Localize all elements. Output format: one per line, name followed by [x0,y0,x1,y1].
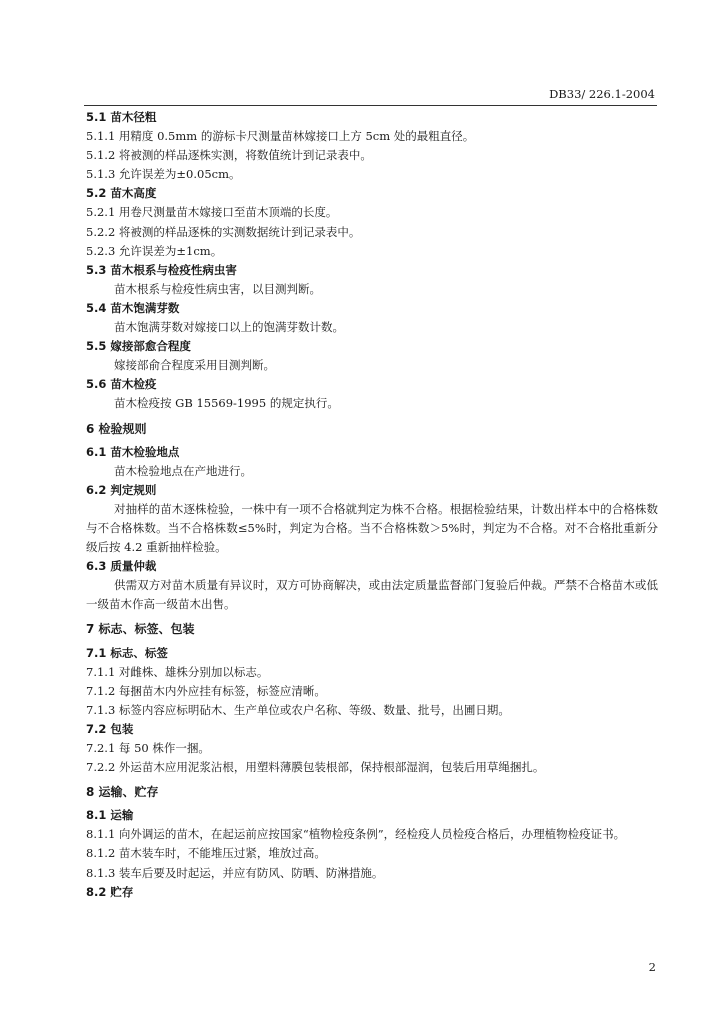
clause-8-1-1: 8.1.1 向外调运的苗木，在起运前应按国家“植物检疫条例”，经检疫人员检疫合格后，办理植物检疫证书。 [86,827,626,842]
chapter-heading-7: 7 标志、标签、包装 [86,622,195,637]
standard-code: DB33/ 226.1-2004 [549,87,655,101]
section-heading-5-2: 5.2 苗木高度 [86,186,157,201]
document-body [86,108,658,902]
clause-5-6-text: 苗木检疫按 GB 15569-1995 的规定执行。 [114,396,339,411]
section-heading-5-5: 5.5 嫁接部愈合程度 [86,339,191,354]
chapter-heading-6: 6 检验规则 [86,421,147,436]
clause-7-2-2: 7.2.2 外运苗木应用泥浆沾根，用塑料薄膜包装根部，保持根部湿润，包装后用草绳捆扎。 [86,760,545,775]
section-heading-5-1: 5.1 苗木径粗 [86,110,157,124]
section-heading-5-3: 5.3 苗木根系与检疫性病虫害 [86,262,237,277]
chapter-heading-8: 8 运输、贮存 [86,785,159,800]
clause-6-1-text: 苗木检验地点在产地进行。 [114,463,252,478]
section-heading-8-2: 8.2 贮存 [86,884,134,899]
clause-5-3-text: 苗木根系与检疫性病虫害，以目测判断。 [114,281,321,296]
page-number: 2 [648,960,656,974]
section-heading-6-2: 6.2 判定规则 [86,482,157,497]
section-heading-8-1: 8.1 运输 [86,808,134,823]
section-heading-5-4: 5.4 苗木饱满芽数 [86,300,180,315]
clause-7-1-2: 7.1.2 每捆苗木内外应挂有标签，标签应清晰。 [86,683,326,698]
section-heading-7-1: 7.1 标志、标签 [86,645,168,660]
clause-6-3-text: 供需双方对苗木质量有异议时，双方可协商解决，或由法定质量监督部门复验后仲裁。严禁不合格苗木或低一级苗木作高一级苗木出售。 [86,578,658,612]
clause-5-2-1: 5.2.1 用卷尺测量苗木嫁接口至苗木顶端的长度。 [86,205,338,220]
clause-5-1-2: 5.1.2 将被测的样品逐株实测，将数值统计到记录表中。 [86,148,372,163]
section-heading-7-2: 7.2 包装 [86,721,134,736]
clause-7-2-1: 7.2.1 每 50 株作一捆。 [86,741,210,755]
clause-6-2-text: 对抽样的苗木逐株检验，一株中有一项不合格就判定为株不合格。根据检验结果，计数出样本中的合格株数与不合格株数。当不合格株数≤5%时，判定为合格。当不合格株数＞5%时，判定为不合格。对不合格批重新分级后按 4.2 重新抽样检验。 [86,501,658,555]
section-heading-5-6: 5.6 苗木检疫 [86,377,157,392]
section-heading-6-1: 6.1 苗木检验地点 [86,444,180,459]
clause-8-1-3: 8.1.3 装车后要及时起运，并应有防风、防晒、防淋措施。 [86,865,384,880]
section-heading-6-3: 6.3 质量仲裁 [86,559,157,574]
clause-7-1-3: 7.1.3 标签内容应标明砧木、生产单位或农户名称、等级、数量、批号，出圃日期。 [86,702,510,717]
header-rule [84,105,657,106]
clause-5-5-text: 嫁接部俞合程度采用目测判断。 [114,358,275,373]
clause-7-1-1: 7.1.1 对雌株、雄株分别加以标志。 [86,664,269,679]
clause-5-1-1: 5.1.1 用精度 0.5mm 的游标卡尺测量苗林嫁接口上方 5cm 处的最粗直径。 [86,129,475,144]
clause-5-1-3: 5.1.3 允许误差为±0.05cm。 [86,167,241,182]
clause-5-4-text: 苗木饱满芽数对嫁接口以上的饱满芽数计数。 [114,320,344,335]
clause-8-1-2: 8.1.2 苗木装车时，不能堆压过紧，堆放过高。 [86,846,326,861]
clause-5-2-2: 5.2.2 将被测的样品逐株的实测数据统计到记录表中。 [86,224,361,239]
clause-5-2-3: 5.2.3 允许误差为±1cm。 [86,243,223,258]
